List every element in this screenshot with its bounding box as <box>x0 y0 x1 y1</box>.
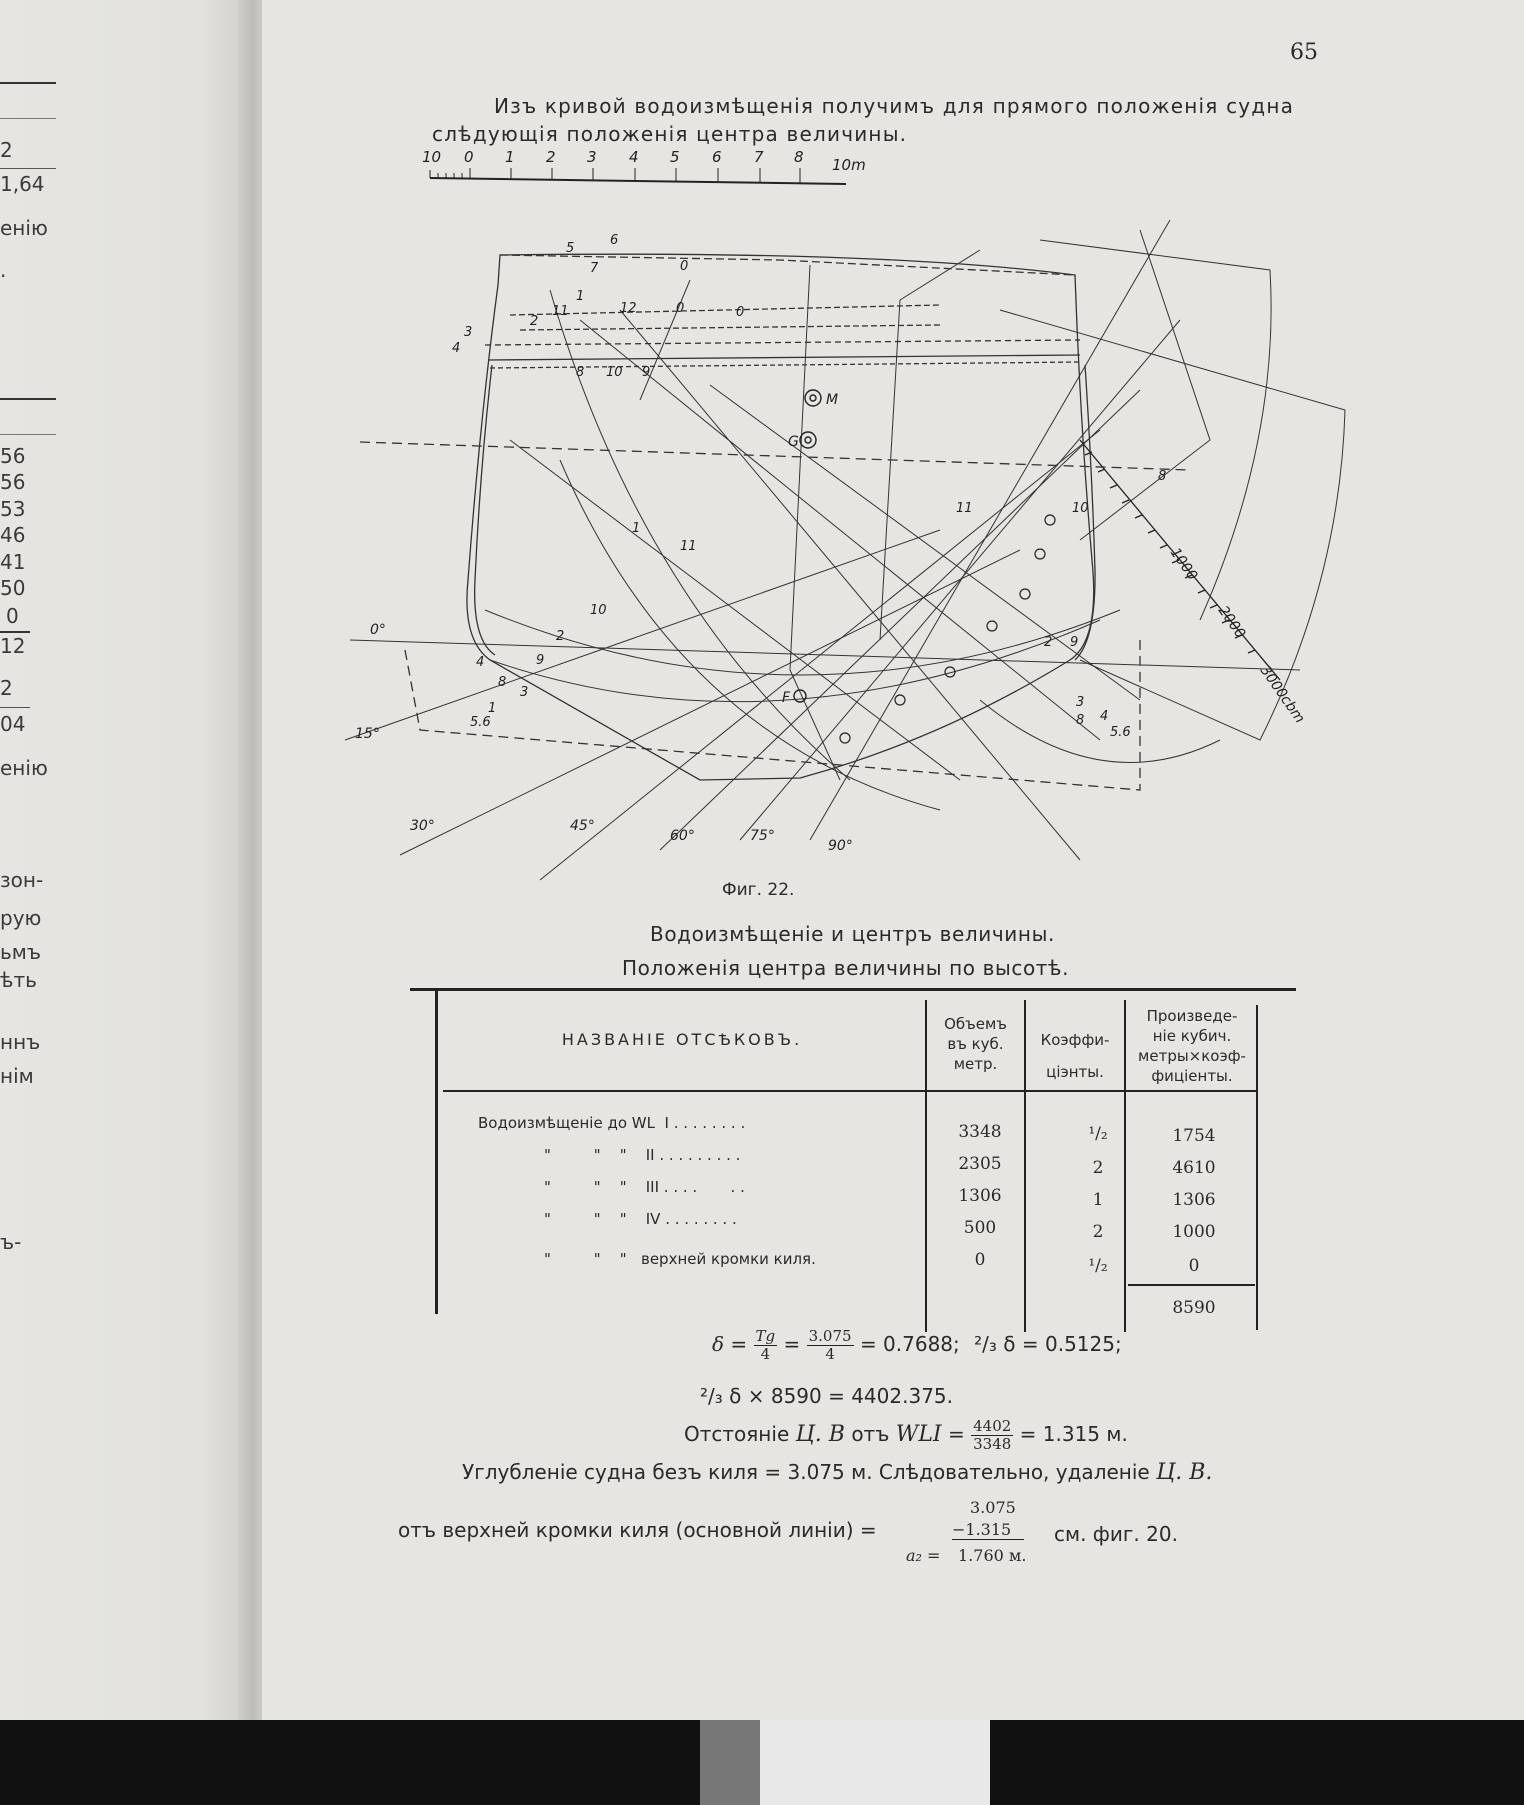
station-label: 10 <box>1072 501 1089 516</box>
margin-text: енію <box>0 756 48 780</box>
cross-curve-points <box>840 515 1055 743</box>
header-line: фиціенты. <box>1151 1067 1233 1085</box>
margin-text: рую <box>0 906 42 930</box>
header-line: метры×коэф- <box>1138 1047 1246 1065</box>
angle-labels <box>355 622 853 854</box>
margin-text: 2 <box>0 138 13 162</box>
formula-text: отъ <box>851 1422 890 1446</box>
paragraph-draught <box>462 1460 1212 1485</box>
margin-text: 04 <box>0 712 26 736</box>
station-label: 5.6 <box>1110 725 1131 740</box>
margin-text: 0 <box>6 604 19 628</box>
figure-caption: Фиг. 22. <box>722 880 795 900</box>
angle-label: 60° <box>670 828 695 844</box>
angle-label: 75° <box>750 828 775 844</box>
table-total: 8590 <box>1172 1298 1216 1318</box>
table-cell-product: 4610 <box>1172 1158 1216 1178</box>
station-label: 6 <box>610 233 619 248</box>
result-label: a₂ = <box>906 1546 941 1565</box>
left-page-fragment <box>0 0 250 1720</box>
table-cell-volume: 500 <box>963 1218 997 1238</box>
header-line: въ куб. <box>947 1035 1004 1053</box>
station-label: 8 <box>576 365 585 380</box>
numerator: 4402 <box>973 1417 1012 1435</box>
scale-labels <box>422 148 866 174</box>
angle-label: 0° <box>370 622 386 638</box>
margin-text: 50 <box>0 576 26 600</box>
result-value: 1.760 м. <box>958 1546 1027 1565</box>
station-label: 3 <box>464 325 473 340</box>
divider <box>0 434 56 435</box>
scale-label: 1 <box>505 148 515 166</box>
table-cell-coef: ¹/₂ <box>1088 1124 1108 1144</box>
scale-label: 4 <box>629 148 639 166</box>
margin-text: зон- <box>0 868 44 892</box>
header-line: Коэффи- <box>1040 1031 1110 1049</box>
hull-outline <box>360 254 1190 790</box>
station-label: 3 <box>520 685 529 700</box>
fraction <box>971 1418 1013 1453</box>
section-subheading: Положенія центра величины по высотѣ. <box>622 956 1070 980</box>
formula-product: ²/₃ δ × 8590 = 4402.375. <box>700 1384 953 1408</box>
table-cell-coef: 2 <box>1092 1222 1104 1242</box>
header-line: Произведе- <box>1146 1007 1238 1025</box>
header-line: Объемъ <box>944 1015 1007 1033</box>
station-label: 4 <box>476 655 485 670</box>
numerator: Tg <box>755 1327 776 1345</box>
station-label: 0 <box>736 305 745 320</box>
station-label: 11 <box>680 539 697 554</box>
angle-label: 90° <box>828 838 853 854</box>
column-header-compartment: НАЗВАНІЕ ОТСѢКОВЪ. <box>561 1030 803 1049</box>
scale-label: 10m <box>832 156 866 174</box>
table-cell-coef: ¹/₂ <box>1088 1256 1108 1276</box>
angle-label: 30° <box>410 818 435 834</box>
table-row-label: " " " IV . . . . . . . . <box>544 1210 737 1228</box>
station-label: 11 <box>956 501 973 516</box>
scale-bar <box>430 168 846 184</box>
point-label: M <box>826 392 839 408</box>
header-line: метр. <box>953 1055 998 1073</box>
scale-label: 2 <box>546 148 556 166</box>
scan-artifact <box>700 1720 760 1805</box>
margin-text: 46 <box>0 523 26 547</box>
table-cell-product: 1754 <box>1172 1126 1216 1146</box>
formula-block-coefficient <box>712 1328 1122 1363</box>
section-heading: Водоизмѣщеніе и центръ величины. <box>650 922 1055 946</box>
intro-text-line2: слѣдующія положенія центра величины. <box>432 122 908 146</box>
table-cell-coef: 1 <box>1092 1190 1104 1210</box>
scale-label: 0 <box>464 148 474 166</box>
fraction <box>754 1328 778 1363</box>
table-row-label: " " " III . . . . . . <box>544 1178 745 1196</box>
formula-text: Углубленіе судна безъ киля = 3.075 м. Слѣдовательно, удаленіе <box>462 1460 1150 1484</box>
station-label: 3 <box>1076 695 1085 710</box>
denominator: 4 <box>760 1345 771 1363</box>
column-header-coefficient <box>1027 1024 1123 1088</box>
scale-label: 6 <box>712 148 722 166</box>
table-left-rule <box>435 990 438 1314</box>
station-label: 4 <box>452 341 461 356</box>
station-label: 2 <box>530 314 539 329</box>
header-line: ціэнты. <box>1046 1063 1104 1081</box>
divider <box>0 82 56 84</box>
margin-text: ѣть <box>0 968 37 992</box>
curve-label: 3000cbm <box>1256 663 1308 727</box>
header-line: ніе кубич. <box>1152 1027 1232 1045</box>
divider <box>0 707 30 708</box>
station-label: 9 <box>1070 635 1079 650</box>
table-top-rule <box>410 988 1296 991</box>
page-number: 65 <box>1290 40 1318 65</box>
margin-text: ъ- <box>0 1230 22 1254</box>
table-cell-product: 1306 <box>1172 1190 1216 1210</box>
formula-text: Ц. В. <box>1156 1460 1213 1485</box>
scale-label: 10 <box>422 148 442 166</box>
formula-text: = <box>783 1332 801 1356</box>
station-label: 1 <box>488 701 497 716</box>
formula-text: Отстояніе <box>684 1422 790 1446</box>
intro-text-line1: Изъ кривой водоизмѣщенія получимъ для прямого положенія судна <box>494 94 1295 118</box>
hull-stability-figure <box>355 140 1340 880</box>
station-label: 11 <box>552 304 569 319</box>
column-header-volume <box>928 1014 1023 1074</box>
scan-border <box>0 1720 1524 1805</box>
paragraph-keel-distance: отъ верхней кромки киля (основной линіи) = <box>398 1518 877 1542</box>
margin-text: ьмъ <box>0 940 42 964</box>
station-label: 10 <box>606 365 623 380</box>
subtraction-rule <box>952 1539 1024 1540</box>
station-label: 10 <box>590 603 607 618</box>
table-row-label: " " " верхней кромки киля. <box>544 1250 816 1268</box>
point-label: G <box>788 434 799 450</box>
table-cell-volume: 2305 <box>958 1154 1002 1174</box>
station-label: 5 <box>566 241 575 256</box>
water-lines <box>345 220 1300 880</box>
angle-label: 15° <box>355 726 380 742</box>
station-label: 5.6 <box>470 715 491 730</box>
table-row-label: Водоизмѣщеніе до WL I . . . . . . . . <box>478 1114 746 1132</box>
station-label: 8 <box>1158 469 1167 484</box>
margin-text: 2 <box>0 676 13 700</box>
station-label: 8 <box>1076 713 1085 728</box>
formula-text: WLI <box>895 1422 942 1447</box>
divider <box>0 398 56 400</box>
denominator: 3348 <box>973 1435 1012 1453</box>
margin-text: нім <box>0 1064 34 1088</box>
margin-text: . <box>0 258 7 282</box>
fraction <box>807 1328 854 1363</box>
station-label: 0 <box>676 301 685 316</box>
station-label: 2 <box>1044 635 1053 650</box>
station-label: 4 <box>1100 709 1109 724</box>
scale-label: 8 <box>794 148 804 166</box>
numerator: 3.075 <box>808 1327 852 1345</box>
scan-artifact <box>760 1720 990 1805</box>
denominator: 4 <box>825 1345 835 1363</box>
station-label: 0 <box>680 259 689 274</box>
table-col-rule <box>925 1000 927 1332</box>
figure-reference: см. фиг. 20. <box>1054 1522 1178 1546</box>
table-cell-volume: 1306 <box>958 1186 1002 1206</box>
station-label: 1 <box>632 521 641 536</box>
margin-text: 56 <box>0 470 26 494</box>
margin-text: 1,64 <box>0 172 45 196</box>
subtraction-mid: −1.315 <box>952 1520 1012 1539</box>
table-sum-rule <box>1128 1284 1255 1286</box>
scale-label: 3 <box>587 148 597 166</box>
station-label: 7 <box>590 261 599 276</box>
station-label: 12 <box>620 301 637 316</box>
scale-label: 7 <box>754 148 764 166</box>
margin-text: 12 <box>0 634 26 658</box>
margin-text: 53 <box>0 497 26 521</box>
formula-distance: Отстояніе Ц. В отъ WLI = $\frac{4402}{3348}$ = 1.315 м. <box>684 1417 1128 1453</box>
table-header-rule <box>443 1090 1258 1092</box>
subtraction-top: 3.075 <box>970 1498 1016 1517</box>
table-cell-coef: 2 <box>1092 1158 1104 1178</box>
table-cell-volume: 0 <box>974 1250 986 1270</box>
curve-label: 1000 <box>1166 545 1201 584</box>
point-label: F <box>782 690 791 706</box>
scale-label: 5 <box>670 148 680 166</box>
station-label: 1 <box>576 289 585 304</box>
angle-label: 45° <box>570 818 595 834</box>
table-cell-volume: 3348 <box>958 1122 1002 1142</box>
formula-text: = <box>730 1332 748 1356</box>
margin-text: ннъ <box>0 1030 41 1054</box>
station-label: 9 <box>642 365 651 380</box>
margin-text: 56 <box>0 444 26 468</box>
formula-text: δ <box>712 1332 725 1356</box>
station-label: 2 <box>556 629 565 644</box>
formula-text: ²/₃ δ = 0.5125; <box>974 1332 1122 1356</box>
table-cell-product: 1000 <box>1172 1222 1216 1242</box>
table-row-label: " " " II . . . . . . . . . <box>544 1146 741 1164</box>
margin-text: енію <box>0 216 48 240</box>
formula-text: = 0.7688; <box>859 1332 960 1356</box>
divider <box>0 118 56 119</box>
table-cell-product: 0 <box>1188 1256 1200 1276</box>
column-header-product <box>1127 1006 1257 1086</box>
divider <box>0 168 56 169</box>
station-label: 8 <box>498 675 507 690</box>
divider <box>0 631 30 633</box>
margin-text: 41 <box>0 550 26 574</box>
curve-label: 2000 <box>1214 603 1249 642</box>
formula-text: Ц. В <box>795 1422 845 1447</box>
station-label: 9 <box>536 653 545 668</box>
displacement-labels <box>1167 545 1308 726</box>
formula-text: = 1.315 м. <box>1019 1422 1128 1446</box>
